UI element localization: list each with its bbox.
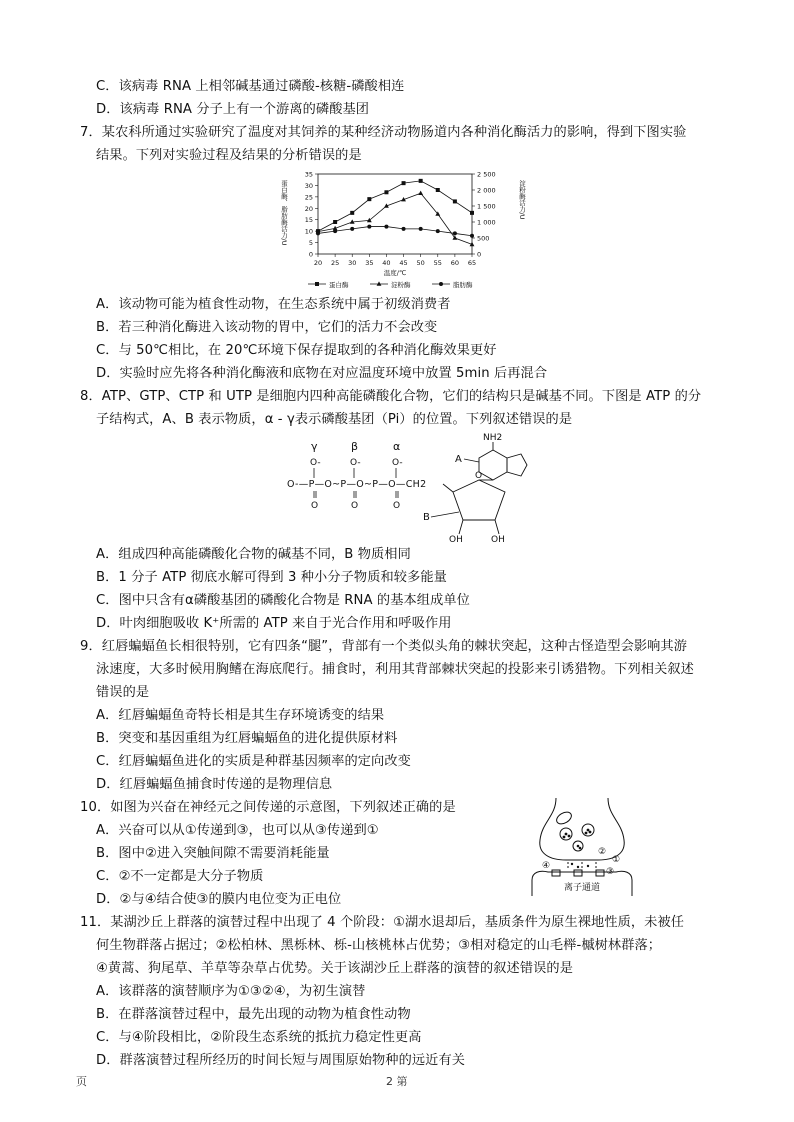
x-tick-label: 40 xyxy=(382,259,391,267)
o-minus-beta: O- xyxy=(350,458,361,468)
footer-left: 页 xyxy=(76,1075,87,1088)
y-right-tick-label: 2 000 xyxy=(477,186,496,195)
q7-option-b: B．若三种消化酶进入该动物的胃中，它们的活力不会改变 xyxy=(96,320,438,335)
q11-stem-line1: 11．某湖沙丘上群落的演替过程中出现了 4 个阶段：①湖水退却后，基质条件为原生裸地性质，未被任 xyxy=(80,915,685,930)
point-脂肪酶 xyxy=(402,227,406,231)
legend-label: 脂肪酶 xyxy=(453,281,473,289)
ion-channel-label: 离子通道 xyxy=(564,883,601,893)
nh2-label: NH2 xyxy=(483,433,503,443)
y-left-tick-label: 20 xyxy=(304,204,313,213)
y-left-tick-label: 25 xyxy=(304,193,313,202)
y-left-tick-label: 10 xyxy=(304,227,313,236)
x-tick-label: 45 xyxy=(399,259,408,267)
q7-option-a: A．该动物可能为植食性动物，在生态系统中属于初级消费者 xyxy=(96,297,451,312)
q11-option-a: A．该群落的演替顺序为①③②④，为初生演替 xyxy=(96,984,366,999)
label-4: ④ xyxy=(542,861,551,871)
point-蛋白酶 xyxy=(384,190,388,194)
point-脂肪酶 xyxy=(333,229,337,233)
x-tick-label: 25 xyxy=(330,259,340,267)
alpha-label: α xyxy=(393,440,401,453)
oh-left: OH xyxy=(449,535,463,544)
q8-option-c: C．图中只含有α磷酸基团的磷酸化合物是 RNA 的基本组成单位 xyxy=(96,593,470,608)
y-left-tick-label: 30 xyxy=(304,181,313,190)
q11-option-d: D．群落演替过程所经历的时间长短与周围原始物种的远近有关 xyxy=(96,1053,466,1068)
x-tick-label: 50 xyxy=(416,259,425,267)
y-left-tick-label: 5 xyxy=(308,239,313,248)
atp-structure-diagram xyxy=(283,432,553,544)
q11-option-b: B．在群落演替过程中，最先出现的动物为植食性动物 xyxy=(96,1007,411,1022)
enzyme-activity-chart xyxy=(278,166,528,292)
legend-label: 蛋白酶 xyxy=(329,281,349,289)
q10-option-a: A．兴奋可以从①传递到③，也可以从③传递到① xyxy=(96,823,379,838)
legend-marker xyxy=(377,281,382,285)
plot-frame xyxy=(318,174,472,254)
y-right-tick-label: 0 xyxy=(477,250,482,259)
o-alpha: O xyxy=(393,501,401,511)
q8-option-a: A．组成四种高能磷酸化合物的碱基不同，B 物质相同 xyxy=(96,547,411,562)
x-tick-label: 65 xyxy=(467,259,477,267)
oh-right: OH xyxy=(491,535,505,544)
o-minus-gamma: O- xyxy=(310,458,321,468)
q9-option-b: B．突变和基因重组为红唇蝙蝠鱼的进化提供原材料 xyxy=(96,731,398,746)
y-left-tick-label: 15 xyxy=(304,216,313,225)
x-tick-label: 60 xyxy=(450,259,460,267)
y-right-tick-label: 1 500 xyxy=(477,202,496,211)
point-淀粉酶 xyxy=(367,218,372,222)
legend-label: 淀粉酶 xyxy=(391,281,411,289)
x-axis-label: 温度/℃ xyxy=(383,269,407,277)
synapse-diagram xyxy=(526,796,638,900)
q9-option-a: A．红唇蝙蝠鱼奇特长相是其生存环境诱变的结果 xyxy=(96,708,385,723)
q8-option-d: D．叶肉细胞吸收 K⁺所需的 ATP 来自于光合作用和呼吸作用 xyxy=(96,616,452,631)
y-left-tick-label: 35 xyxy=(304,170,313,179)
label-3: ③ xyxy=(606,867,615,877)
ring-oxygen: O xyxy=(475,471,483,481)
q9-option-c: C．红唇蝙蝠鱼进化的实质是种群基因频率的定向改变 xyxy=(96,754,411,769)
q11-stem-line2: 何生物群落占据过；②松柏林、黑栎林、栎-山核桃林占优势；③相对稳定的山毛榉-槭树林群落； xyxy=(96,938,662,953)
point-蛋白酶 xyxy=(333,220,337,224)
x-tick-label: 35 xyxy=(365,259,374,267)
point-脂肪酶 xyxy=(419,227,423,231)
q11-stem-line3: ④黄蒿、狗尾草、羊草等杂草占优势。关于该湖沙丘上群落的演替的叙述错误的是 xyxy=(96,961,573,976)
q7-stem-line1: 7．某农科所通过实验研究了温度对其饲养的某种经济动物肠道内各种消化酶活力的影响，得到下图实验 xyxy=(80,125,687,140)
label-2: ② xyxy=(598,847,607,857)
o-gamma: O xyxy=(311,501,319,511)
q6-option-c: C．该病毒 RNA 上相邻碱基通过磷酸-核糖-磷酸相连 xyxy=(96,79,405,94)
point-脂肪酶 xyxy=(316,231,320,235)
q7-option-d: D．实验时应先将各种消化酶液和底物在对应温度环境中放置 5min 后再混合 xyxy=(96,366,548,381)
x-tick-label: 20 xyxy=(313,259,323,267)
point-蛋白酶 xyxy=(419,179,423,183)
q8-option-b: B．1 分子 ATP 彻底水解可得到 3 种小分子物质和较多能量 xyxy=(96,570,447,585)
point-脂肪酶 xyxy=(384,225,388,229)
q7-option-c: C．与 50℃相比，在 20℃环境下保存提取到的各种消化酶效果更好 xyxy=(96,343,497,358)
y-right-tick-label: 1 000 xyxy=(477,218,496,227)
beta-label: β xyxy=(351,440,359,453)
q9-option-d: D．红唇蝙蝠鱼捕食时传递的是物理信息 xyxy=(96,777,333,792)
o-beta: O xyxy=(351,501,359,511)
point-蛋白酶 xyxy=(436,188,440,192)
series-line-蛋白酶 xyxy=(318,181,472,231)
point-脂肪酶 xyxy=(350,227,354,231)
point-蛋白酶 xyxy=(453,199,457,203)
q10-option-c: C．②不一定都是大分子物质 xyxy=(96,869,264,884)
q9-stem-line2: 泳速度，大多时候用胸鳍在海底爬行。捕食时，利用其背部棘状突起的投影来引诱猎物。下列相关叙述 xyxy=(96,662,694,677)
point-蛋白酶 xyxy=(470,211,474,215)
q8-stem-line2: 子结构式，A、B 表示物质，α - γ表示磷酸基团（Pi）的位置。下列叙述错误的是 xyxy=(96,412,573,427)
label-1: ① xyxy=(612,855,621,865)
b-label: B xyxy=(423,512,430,523)
q9-stem-line3: 错误的是 xyxy=(96,685,150,700)
q10-option-d: D．②与④结合使③的膜内电位变为正电位 xyxy=(96,892,342,907)
point-蛋白酶 xyxy=(402,181,406,185)
q6-option-d: D．该病毒 RNA 分子上有一个游离的磷酸基团 xyxy=(96,102,370,117)
point-蛋白酶 xyxy=(367,197,371,201)
point-淀粉酶 xyxy=(418,191,423,195)
y-left-axis-label: 蛋白酶、脂肪酶活力/U xyxy=(280,180,288,246)
legend-marker xyxy=(315,282,319,286)
q9-stem-line1: 9．红唇蝙蝠鱼长相很特别，它有四条“腿”，背部有一个类似头角的棘状突起，这种古怪造型会影响其游 xyxy=(80,639,687,654)
point-脂肪酶 xyxy=(367,225,371,229)
y-right-axis-label: 淀粉酶活力/U xyxy=(518,180,526,220)
phosphate-chain: O-—P—O~P—O~P—O—CH2 xyxy=(287,479,427,490)
q8-stem-line1: 8．ATP、GTP、CTP 和 UTP 是细胞内四种高能磷酸化合物，它们的结构只是碱基不同。下图是 ATP 的分 xyxy=(80,389,702,404)
point-脂肪酶 xyxy=(453,231,457,235)
series-line-脂肪酶 xyxy=(318,227,472,236)
q10-option-b: B．图中②进入突触间隙不需要消耗能量 xyxy=(96,846,330,861)
legend-marker xyxy=(439,282,443,286)
point-脂肪酶 xyxy=(470,234,474,238)
point-脂肪酶 xyxy=(436,229,440,233)
o-minus-alpha: O- xyxy=(392,458,403,468)
point-蛋白酶 xyxy=(350,211,354,215)
q7-stem-line2: 结果。下列对实验过程及结果的分析错误的是 xyxy=(96,148,362,163)
q10-stem: 10．如图为兴奋在神经元之间传递的示意图，下列叙述正确的是 xyxy=(80,800,456,815)
a-label: A xyxy=(455,454,462,465)
y-right-tick-label: 2 500 xyxy=(477,170,496,179)
q11-option-c: C．与④阶段相比，②阶段生态系统的抵抗力稳定性更高 xyxy=(96,1030,422,1045)
page-number: 2 第 xyxy=(386,1075,408,1088)
y-right-tick-label: 500 xyxy=(477,234,490,243)
x-tick-label: 30 xyxy=(348,259,357,267)
x-tick-label: 55 xyxy=(433,259,442,267)
gamma-label: γ xyxy=(311,440,318,453)
y-left-tick-label: 0 xyxy=(308,250,313,259)
